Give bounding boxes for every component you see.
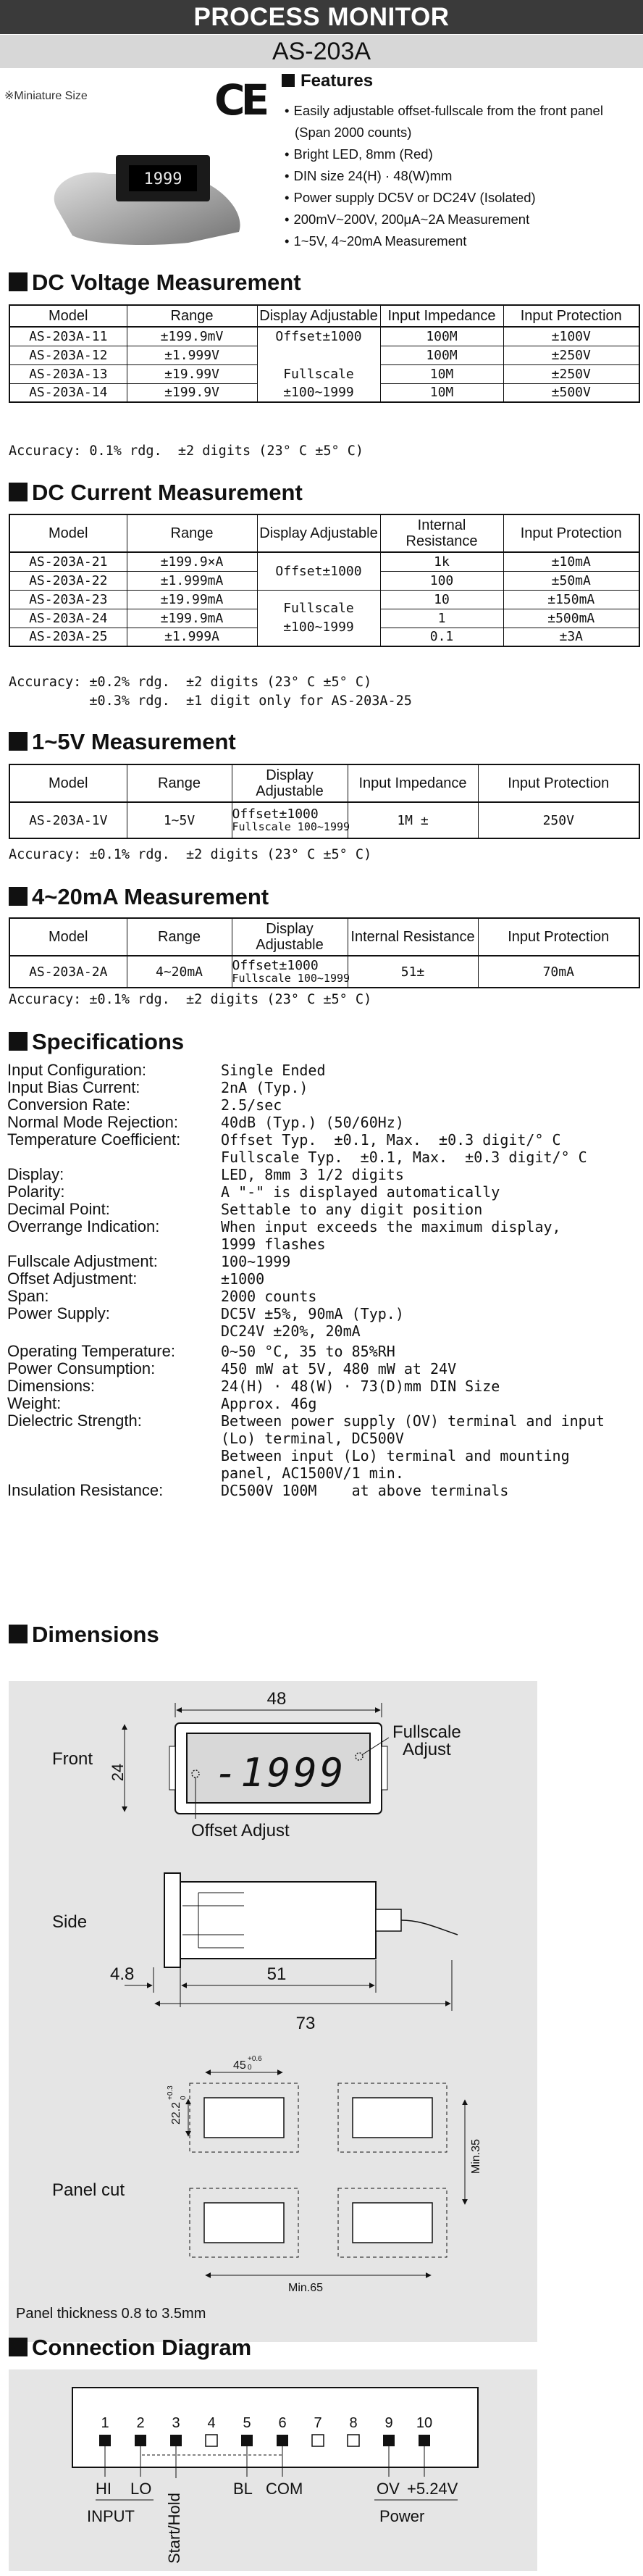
- table-cell: ±19.99mA: [127, 590, 257, 609]
- column-header: Display Adjustable: [232, 764, 348, 802]
- spec-row: Power Supply: DC5V ±5%, 90mA (Typ.): [7, 1304, 404, 1322]
- dimensions-heading: Dimensions: [9, 1622, 159, 1648]
- label-com: COM: [266, 2480, 303, 2498]
- table-cell: ±199.9×A: [127, 552, 257, 571]
- dc-current-accuracy-2: ±0.3% rdg. ±1 digit only for AS-203A-25: [9, 693, 412, 709]
- cut-45-tol2: 0: [248, 2064, 252, 2072]
- specifications-heading: Specifications: [9, 1029, 184, 1055]
- spec-row: Overrange Indication: When input exceeds the maximum display,: [7, 1217, 561, 1235]
- connection-diagram: [9, 2369, 537, 2571]
- column-header: Range: [127, 918, 232, 956]
- dc-voltage-heading: DC Voltage Measurement: [9, 270, 301, 296]
- cut-45-tol: +0.6: [248, 2055, 262, 2063]
- connection-heading: Connection Diagram: [9, 2335, 251, 2361]
- table-cell: ±199.9V: [127, 383, 257, 402]
- column-header: Input Protection: [503, 305, 639, 327]
- label-input: INPUT: [87, 2507, 135, 2525]
- display-offset: Offset±1000: [232, 957, 319, 973]
- pin-number: 10: [416, 2415, 433, 2431]
- column-header: Internal Resistance: [348, 918, 478, 956]
- table-cell: [257, 590, 380, 646]
- terminal-empty: [348, 2435, 359, 2446]
- spec-row: Input Bias Current: 2nA (Typ.): [7, 1078, 308, 1096]
- features-list: [285, 100, 639, 252]
- table-row: [9, 346, 639, 364]
- spec-row: Power Consumption: 450 mW at 5V, 480 mW at 24V: [7, 1359, 457, 1377]
- dim-48: 48: [266, 1689, 287, 1709]
- feature-item: • Power supply DC5V or DC24V (Isolated): [285, 187, 639, 209]
- table-cell: ±500V: [503, 383, 639, 402]
- table-row: [9, 590, 639, 609]
- pin-number: 1: [101, 2415, 109, 2431]
- label-ov: OV: [377, 2480, 400, 2498]
- column-header: Input Protection: [478, 764, 639, 802]
- table-cell: 70mA: [478, 956, 639, 988]
- spec-row: (Lo) terminal, DC500V: [221, 1430, 404, 1447]
- table-cell: ±50mA: [503, 571, 639, 590]
- offset-adjust-label: Offset Adjust: [191, 1821, 290, 1841]
- min-35: Min.35: [470, 2138, 482, 2174]
- table-cell: 10: [380, 590, 503, 609]
- column-header: Internal Resistance: [380, 514, 503, 552]
- table-cell: AS-203A-2A: [9, 956, 127, 988]
- pin-number: 4: [207, 2415, 216, 2431]
- display-fullscale: Fullscale 100~1999: [232, 971, 350, 985]
- table-cell: [257, 346, 380, 364]
- v1-5-heading: 1~5V Measurement: [9, 729, 236, 755]
- v1-5-accuracy: Accuracy: ±0.1% rdg. ±2 digits (23° C ±5° C): [9, 847, 372, 862]
- dim-51: 51: [266, 1964, 287, 1984]
- spec-row: Between input (Lo) terminal and mounting: [221, 1447, 570, 1464]
- label-hi: HI: [96, 2480, 112, 2498]
- column-header: Display Adjustable: [232, 918, 348, 956]
- table-cell: ±1.999A: [127, 628, 257, 646]
- spec-row: Fullscale Typ. ±0.1, Max. ±0.3 digit/° C: [221, 1149, 587, 1166]
- column-header: Model: [9, 764, 127, 802]
- panel-cut-label: Panel cut: [52, 2180, 125, 2200]
- pin-number: 2: [136, 2415, 145, 2431]
- table-cell: 250V: [478, 802, 639, 838]
- dimensions-drawing-panel: [9, 1681, 537, 2342]
- table-cell: AS-203A-21: [9, 552, 127, 571]
- label-plus-5-24v: +5.24V: [407, 2480, 458, 2498]
- square-bullet-icon: [9, 887, 28, 906]
- table-cell: Fullscale: [257, 364, 380, 383]
- table-cell: AS-203A-12: [9, 346, 127, 364]
- side-label: Side: [52, 1912, 88, 1932]
- table-cell: AS-203A-24: [9, 609, 127, 628]
- feature-item: (Span 2000 counts): [295, 125, 412, 140]
- cut-22-tol2: 0: [180, 2096, 188, 2100]
- table-cell: ±500mA: [503, 609, 639, 628]
- table-cell: ±100~1999: [257, 383, 380, 402]
- column-header: Model: [9, 918, 127, 956]
- spec-row: Fullscale Adjustment: 100~1999: [7, 1252, 291, 1270]
- table-row: [9, 552, 639, 571]
- pin-number: 9: [384, 2415, 393, 2431]
- table-cell: 100M: [380, 327, 503, 346]
- spec-row: Normal Mode Rejection: 40dB (Typ.) (50/60Hz): [7, 1113, 404, 1131]
- column-header: Display Adjustable: [257, 514, 380, 552]
- spec-row: Temperature Coefficient: Offset Typ. ±0.1, Max. ±0.3 digit/° C: [7, 1130, 561, 1149]
- fullscale-adjust-label-1: Fullscale: [392, 1722, 461, 1742]
- table-cell: ±19.99V: [127, 364, 257, 383]
- table-cell: ±3A: [503, 628, 639, 646]
- table-cell: AS-203A-14: [9, 383, 127, 402]
- front-display-digits: -1999: [214, 1750, 347, 1796]
- label-power: Power: [379, 2507, 425, 2525]
- square-bullet-icon: [9, 483, 28, 501]
- column-header: Range: [127, 764, 232, 802]
- spec-row: Conversion Rate: 2.5/sec: [7, 1096, 282, 1114]
- panel-thickness-note: Panel thickness 0.8 to 3.5mm: [16, 2306, 206, 2322]
- spec-row: Dielectric Strength: Between power supply (OV) terminal and input: [7, 1412, 605, 1430]
- label-start-hold: Start/Hold: [165, 2493, 183, 2564]
- table-cell: 1: [380, 609, 503, 628]
- dc-voltage-table: [9, 304, 640, 403]
- table-cell: 1k: [380, 552, 503, 571]
- square-bullet-icon: [9, 1032, 28, 1051]
- table-cell: AS-203A-22: [9, 571, 127, 590]
- spec-row: Display: LED, 8mm 3 1/2 digits: [7, 1165, 404, 1183]
- specifications-list: [7, 1062, 643, 1499]
- label-lo: LO: [130, 2480, 152, 2498]
- column-header: Range: [127, 514, 257, 552]
- dim-73: 73: [295, 2014, 316, 2033]
- terminal-empty: [312, 2435, 324, 2446]
- table-cell: ±10mA: [503, 552, 639, 571]
- cut-22-tol: +0.3: [167, 2085, 175, 2100]
- feature-item: • Easily adjustable offset-fullscale from the front panel: [285, 100, 639, 122]
- column-header: Input Impedance: [348, 764, 478, 802]
- label-bl: BL: [233, 2480, 253, 2498]
- display-offset: Offset±1000: [232, 806, 319, 822]
- table-cell: 100: [380, 571, 503, 590]
- table-cell: Offset±1000: [257, 327, 380, 346]
- min-65: Min.65: [287, 2282, 324, 2294]
- table-cell: ±150mA: [503, 590, 639, 609]
- table-header-row: [9, 764, 639, 802]
- v1-5-table: [9, 764, 640, 839]
- connection-diagram-panel: [9, 2369, 537, 2571]
- spec-row: Input Configuration: Single Ended: [7, 1061, 326, 1079]
- table-cell: [232, 956, 348, 988]
- dimensions-drawing: [9, 1681, 537, 2342]
- spec-row: Offset Adjustment: ±1000: [7, 1270, 265, 1288]
- feature-item: • DIN size 24(H) · 48(W)mm: [285, 165, 639, 187]
- column-header: Input Protection: [503, 514, 639, 552]
- square-bullet-icon: [9, 1625, 28, 1643]
- display-fullscale: Fullscale: [283, 600, 354, 616]
- table-cell: ±199.9mV: [127, 327, 257, 346]
- table-cell: Offset±1000: [257, 552, 380, 590]
- feature-item: • Bright LED, 8mm (Red): [285, 143, 639, 165]
- model-subtitle: AS-203A: [0, 35, 643, 68]
- spec-row: panel, AC1500V/1 min.: [221, 1464, 404, 1482]
- product-display-digits: 1999: [143, 170, 182, 188]
- page-title: PROCESS MONITOR: [0, 0, 643, 34]
- dc-current-table: [9, 514, 640, 647]
- table-cell: ±250V: [503, 364, 639, 383]
- pin-number: 5: [243, 2415, 251, 2431]
- terminal-filled: [241, 2435, 253, 2446]
- table-cell: ±1.999mA: [127, 571, 257, 590]
- front-label: Front: [52, 1749, 93, 1769]
- terminal-empty: [206, 2435, 217, 2446]
- spec-row: Dimensions: 24(H) · 48(W) · 73(D)mm DIN Size: [7, 1377, 500, 1395]
- fullscale-adjust-label-2: Adjust: [403, 1740, 451, 1759]
- column-header: Input Impedance: [380, 305, 503, 327]
- spec-row: Decimal Point: Settable to any digit position: [7, 1200, 483, 1218]
- spec-row: 1999 flashes: [221, 1235, 326, 1253]
- square-bullet-icon: [9, 732, 28, 751]
- spec-row: Polarity: A "-" is displayed automatically: [7, 1183, 500, 1201]
- features-heading: Features: [282, 71, 373, 91]
- spec-row: Span: 2000 counts: [7, 1287, 317, 1305]
- column-header: Model: [9, 305, 127, 327]
- ma4-20-heading: 4~20mA Measurement: [9, 884, 269, 910]
- ma4-20-accuracy: Accuracy: ±0.1% rdg. ±2 digits (23° C ±5° C): [9, 992, 372, 1007]
- column-header: Input Protection: [478, 918, 639, 956]
- table-cell: 0.1: [380, 628, 503, 646]
- table-cell: 1~5V: [127, 802, 232, 838]
- column-header: Model: [9, 514, 127, 552]
- table-cell: ±250V: [503, 346, 639, 364]
- table-header-row: [9, 918, 639, 956]
- table-row: [9, 364, 639, 383]
- terminal-filled: [170, 2435, 182, 2446]
- dim-24: 24: [109, 1763, 127, 1782]
- table-cell: ±100V: [503, 327, 639, 346]
- table-cell: AS-203A-25: [9, 628, 127, 646]
- feature-item: • 1~5V, 4~20mA Measurement: [285, 230, 639, 252]
- table-header-row: [9, 514, 639, 552]
- display-fullscale: Fullscale 100~1999: [232, 820, 350, 833]
- table-row: [9, 327, 639, 346]
- table-cell: ±199.9mA: [127, 609, 257, 628]
- table-cell: AS-203A-11: [9, 327, 127, 346]
- feature-item: • 200mV~200V, 200μA~2A Measurement: [285, 209, 639, 230]
- table-cell: AS-203A-13: [9, 364, 127, 383]
- pin-number: 6: [278, 2415, 287, 2431]
- terminal-filled: [277, 2435, 288, 2446]
- column-header: Range: [127, 305, 257, 327]
- table-cell: 100M: [380, 346, 503, 364]
- display-fullscale-range: ±100~1999: [283, 619, 354, 635]
- pin-number: 7: [314, 2415, 322, 2431]
- square-bullet-icon: [9, 272, 28, 291]
- spec-row: DC24V ±20%, 20mA: [221, 1322, 361, 1340]
- terminal-filled: [419, 2435, 430, 2446]
- pin-number: 3: [172, 2415, 180, 2431]
- miniature-size-label: ※Miniature Size: [4, 90, 88, 102]
- dc-current-heading: DC Current Measurement: [9, 480, 303, 506]
- square-bullet-icon: [9, 2338, 28, 2356]
- spec-row: Operating Temperature: 0~50 °C, 35 to 85%RH: [7, 1342, 395, 1360]
- table-cell: [232, 802, 348, 838]
- ma4-20-table: [9, 917, 640, 988]
- spec-row: Insulation Resistance: DC500V 100M at above terminals: [7, 1481, 509, 1499]
- table-cell: 51±: [348, 956, 478, 988]
- cut-45: 45: [233, 2059, 246, 2072]
- terminal-filled: [383, 2435, 395, 2446]
- table-row: [9, 802, 639, 838]
- table-row: [9, 383, 639, 402]
- table-cell: 4~20mA: [127, 956, 232, 988]
- product-photo: [29, 123, 246, 246]
- pin-number: 8: [349, 2415, 358, 2431]
- table-cell: 10M: [380, 383, 503, 402]
- column-header: Display Adjustable: [257, 305, 380, 327]
- table-cell: AS-203A-23: [9, 590, 127, 609]
- dc-current-accuracy-1: Accuracy: ±0.2% rdg. ±2 digits (23° C ±5° C): [9, 675, 372, 690]
- square-bullet-icon: [282, 74, 295, 87]
- dc-voltage-accuracy: Accuracy: 0.1% rdg. ±2 digits (23° C ±5° C): [9, 443, 364, 459]
- ce-mark-icon: CE: [214, 75, 266, 125]
- terminal-filled: [99, 2435, 111, 2446]
- table-cell: ±1.999V: [127, 346, 257, 364]
- table-row: [9, 956, 639, 988]
- cut-22: 22.2: [170, 2101, 182, 2125]
- table-header-row: [9, 305, 639, 327]
- terminal-filled: [135, 2435, 146, 2446]
- table-cell: 1M ±: [348, 802, 478, 838]
- dim-4-8: 4.8: [110, 1964, 135, 1984]
- table-cell: AS-203A-1V: [9, 802, 127, 838]
- table-cell: 10M: [380, 364, 503, 383]
- spec-row: Weight: Approx. 46g: [7, 1394, 317, 1412]
